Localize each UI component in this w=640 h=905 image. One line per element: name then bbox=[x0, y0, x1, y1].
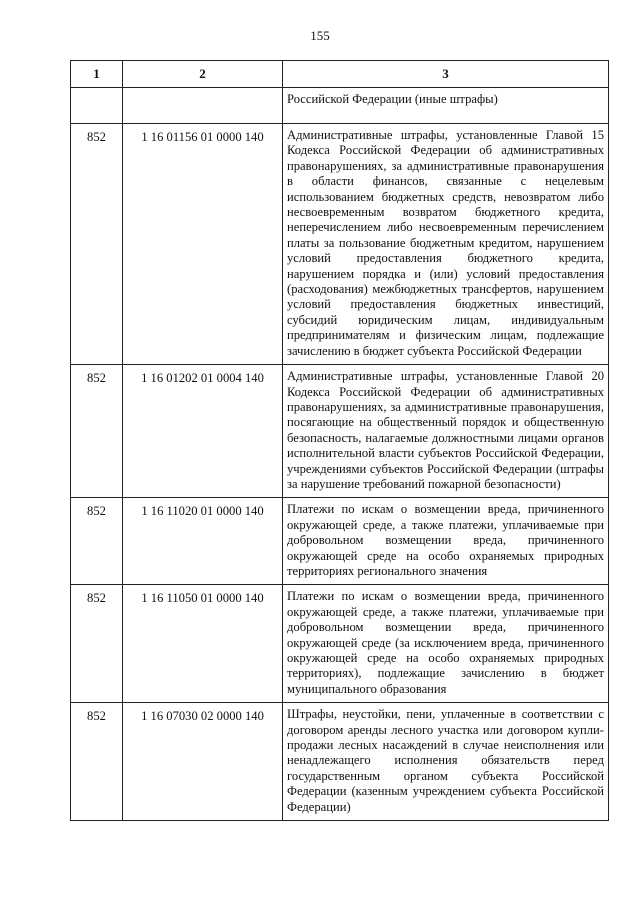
revenue-name-cell: Платежи по искам о возмещении вреда, причиненного окружающей среде, а также платежи, уплачиваемые при добровольном возмещении вреда, причиненного окружающей среде (за исключением вреда, причиненного окружающей среде на особо охраняемых природных территориях), подлежащие зачислению в бюджет муниципального образования bbox=[283, 585, 609, 703]
continuation-row bbox=[71, 88, 609, 124]
continuation-admin-cell bbox=[71, 88, 123, 124]
table-row bbox=[71, 703, 609, 821]
column-header-1: 1 bbox=[71, 61, 123, 88]
budget-code-cell: 1 16 01202 01 0004 140 bbox=[123, 365, 283, 498]
budget-revenue-table bbox=[70, 60, 609, 821]
page-number: 155 bbox=[310, 28, 330, 43]
column-header-2: 2 bbox=[123, 61, 283, 88]
table-row bbox=[71, 124, 609, 365]
column-header-3: 3 bbox=[283, 61, 609, 88]
revenue-name-cell: Платежи по искам о возмещении вреда, причиненного окружающей среде, а также платежи, уплачиваемые при добровольном возмещении вреда, причиненного окружающей среде на особо охраняемых природных территориях регионального значения bbox=[283, 498, 609, 585]
admin-code-cell: 852 bbox=[71, 498, 123, 585]
table-row bbox=[71, 365, 609, 498]
continuation-name-cell: Российской Федерации (иные штрафы) bbox=[283, 88, 609, 124]
budget-code-cell: 1 16 11020 01 0000 140 bbox=[123, 498, 283, 585]
table-header-row bbox=[71, 61, 609, 88]
budget-code-cell: 1 16 01156 01 0000 140 bbox=[123, 124, 283, 365]
admin-code-cell: 852 bbox=[71, 585, 123, 703]
table-row bbox=[71, 585, 609, 703]
continuation-code-cell bbox=[123, 88, 283, 124]
table-row bbox=[71, 498, 609, 585]
revenue-name-cell: Административные штрафы, установленные Главой 20 Кодекса Российской Федерации об административных правонарушениях, за административные правонарушения, посягающие на общественный порядок и общественную безопасность, налагаемые должностными лицами органов исполнительной власти субъектов Российской Федерации, учреждениями субъектов Российской Федерации (штрафы за нарушение требований пожарной безопасности) bbox=[283, 365, 609, 498]
revenue-name-cell: Административные штрафы, установленные Главой 15 Кодекса Российской Федерации об административных правонарушениях, за административные правонарушения в области финансов, связанные с нецелевым использованием бюджетных средств, невозвратом либо несвоевременным возвратом бюджетного кредита, неперечислением либо несвоевременным перечислением платы за пользование бюджетным кредитом, нарушением условий предоставления бюджетного кредита, нарушением порядка и (или) условий предоставления (расходования) межбюджетных трансфертов, нарушением условий предоставления бюджетных инвестиций, субсидий юридическим лицам, индивидуальным предпринимателям и физическим лицам, подлежащие зачислению в бюджет субъекта Российской Федерации bbox=[283, 124, 609, 365]
budget-code-cell: 1 16 11050 01 0000 140 bbox=[123, 585, 283, 703]
admin-code-cell: 852 bbox=[71, 703, 123, 821]
budget-code-cell: 1 16 07030 02 0000 140 bbox=[123, 703, 283, 821]
admin-code-cell: 852 bbox=[71, 365, 123, 498]
admin-code-cell: 852 bbox=[71, 124, 123, 365]
revenue-name-cell: Штрафы, неустойки, пени, уплаченные в соответствии с договором аренды лесного участка или договором купли-продажи лесных насаждений в случае неисполнения или ненадлежащего исполнения обязательств перед государственным органом субъекта Российской Федерации (казенным учреждением субъекта Российской Федерации) bbox=[283, 703, 609, 821]
